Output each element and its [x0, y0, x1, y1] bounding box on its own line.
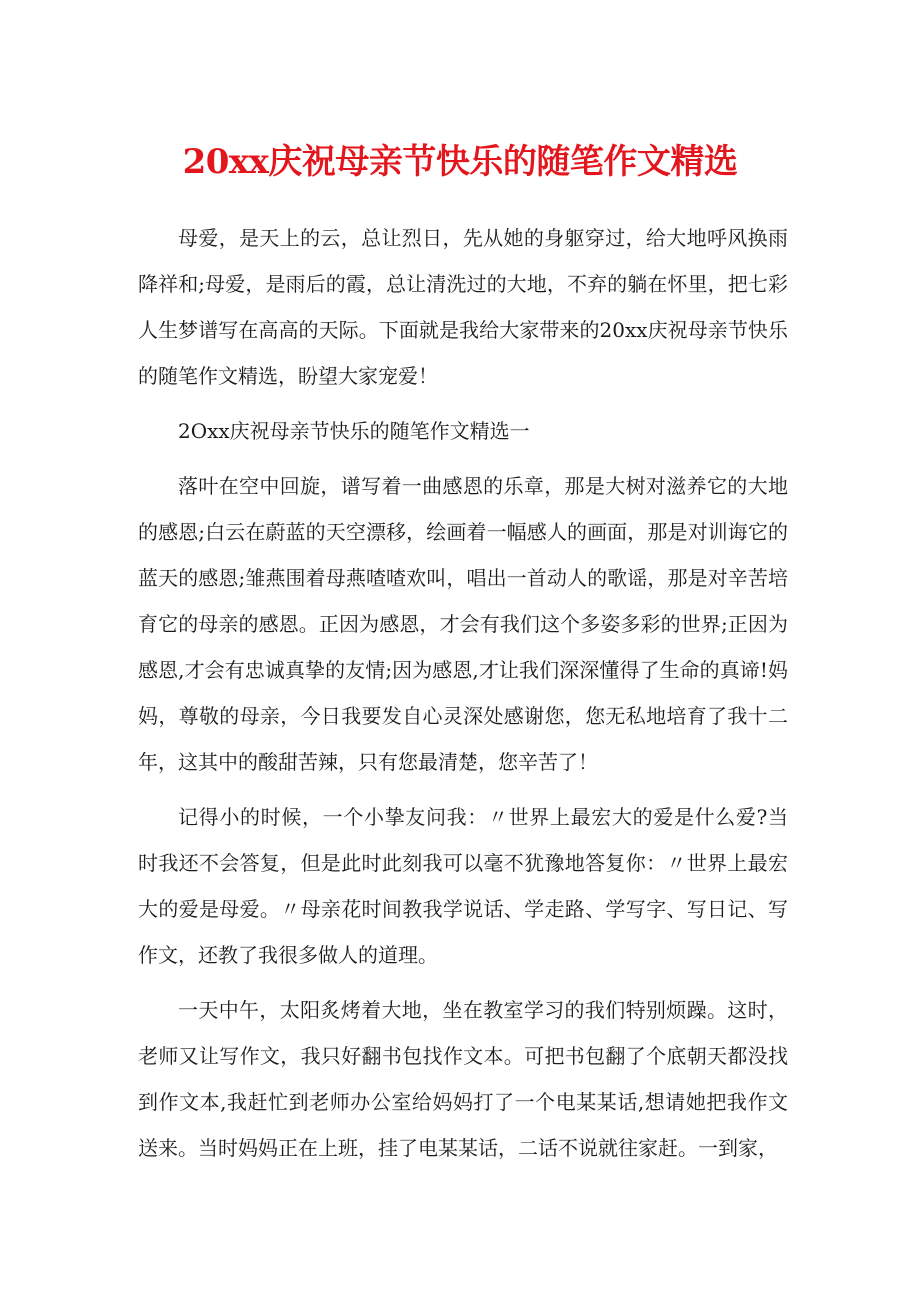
document-title: 20xx庆祝母亲节快乐的随笔作文精选	[182, 142, 738, 182]
document-body	[138, 215, 788, 1180]
body-paragraph: 一天中午，太阳炙烤着大地，坐在教室学习的我们特别烦躁。这时，老师又让写作文，我只好翻书包找作文本。可把书包翻了个底朝天都没找到作文本,我赶忙到老师办公室给妈妈打了一个电某某话,想请她把我作文送来。当时妈妈正在上班，挂了电某某话，二话不说就往家赶。一到家，	[138, 998, 788, 1160]
body-paragraph: 落叶在空中回旋，谱写着一曲感恩的乐章，那是大树对滋养它的大地的感恩;白云在蔚蓝的天空漂移，绘画着一幅感人的画面，那是对训诲它的蓝天的感恩;雏燕围着母燕喳喳欢叫，唱出一首动人的歌谣，那是对辛苦培育它的母亲的感恩。正因为感恩，才会有我们这个多姿多彩的世界;正因为感恩,才会有忠诚真挚的友情;因为感恩,才让我们深深懂得了生命的真谛!妈妈，尊敬的母亲，今日我要发自心灵深处感谢您，您无私地培育了我十二年，这其中的酸甜苦辣，只有您最清楚，您辛苦了！	[138, 474, 788, 774]
body-paragraph: 记得小的时候，一个小挚友问我：〃世界上最宏大的爱是什么爱?当时我还不会答复，但是此时此刻我可以毫不犹豫地答复你：〃世界上最宏大的爱是母爱。〃母亲花时间教我学说话、学走路、学写字、写日记、写作文，还教了我很多做人的道理。	[138, 805, 788, 967]
section-heading: 2Oxx庆祝母亲节快乐的随笔作文精选一	[178, 419, 530, 443]
intro-paragraph: 母爱，是天上的云，总让烈日，先从她的身躯穿过，给大地呼风换雨降祥和;母爱，是雨后的霞，总让清洗过的大地，不弃的躺在怀里，把七彩人生梦谱写在高高的天际。下面就是我给大家带来的20xx庆祝母亲节快乐的随笔作文精选，盼望大家宠爱！	[138, 226, 788, 388]
